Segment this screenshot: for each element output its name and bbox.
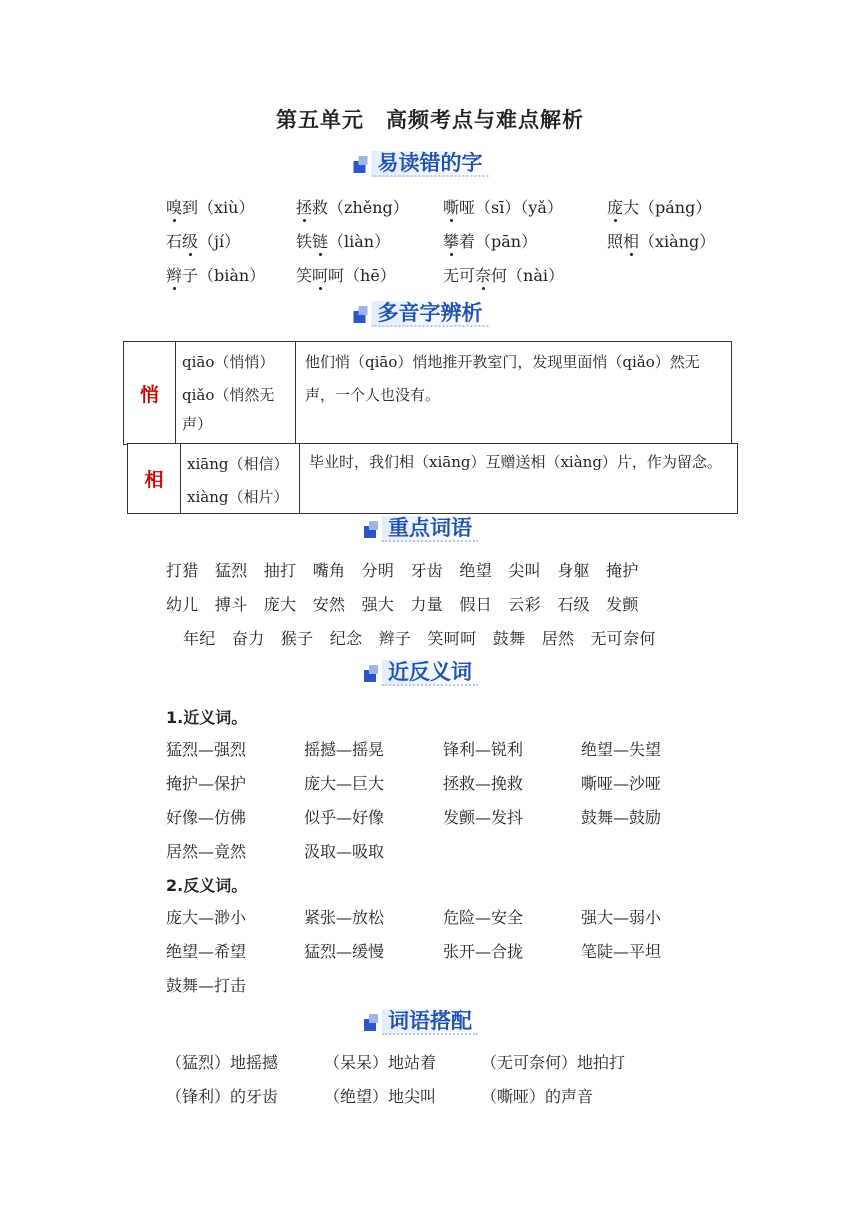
- section-title: 词语搭配: [382, 1009, 478, 1035]
- section-header-collocations: [0, 1005, 860, 1037]
- collocation-item: （无可奈何）地拍打: [481, 1053, 626, 1072]
- hard-char-item: 照相（xiàng）: [607, 232, 716, 251]
- polyphone-row: [127, 443, 738, 514]
- collocation-item: （绝望）地尖叫: [324, 1087, 437, 1106]
- section-header-hard-chars: [0, 147, 860, 179]
- synonym-pair: 发颤—发抖: [443, 808, 524, 827]
- polyphone-example: 他们悄（qiāo）悄地推开教室门，发现里面悄（qiǎo）然无声，一个人也没有。: [305, 353, 700, 404]
- emphasized-char: 嘶: [443, 198, 460, 217]
- antonym-pair: 猛烈—缓慢: [304, 942, 385, 961]
- reading: 声）: [182, 415, 213, 433]
- emphasized-char: 呵: [312, 266, 329, 285]
- emphasized-char: 庞: [607, 198, 624, 217]
- collocation-item: （锋利）的牙齿: [166, 1087, 279, 1106]
- section-header-polyphones: [0, 297, 860, 329]
- hard-char-item: 铁链（liàn）: [296, 232, 391, 251]
- collocation-item: （嘶哑）的声音: [481, 1087, 594, 1106]
- hard-char-item: 拯救（zhěng）: [296, 198, 409, 217]
- hard-char-item: 笑呵呵（hē）: [296, 266, 396, 285]
- antonym-pair: 绝望—希望: [166, 942, 247, 961]
- collocation-item: （呆呆）地站着: [324, 1053, 437, 1072]
- antonym-pair: 强大—弱小: [581, 908, 662, 927]
- synonym-pair: 汲取—吸取: [304, 842, 385, 861]
- synonym-pair: 掩护—保护: [166, 774, 247, 793]
- section-header-key-words: [0, 512, 860, 544]
- hard-char-item: 无可奈何（nài）: [443, 266, 564, 285]
- synonym-pair: 似乎—好像: [304, 808, 385, 827]
- reading: xiāng（相信）: [187, 455, 289, 473]
- hard-char-item: 嗅到（xiù）: [166, 198, 255, 217]
- emphasized-char: 辫: [166, 266, 183, 285]
- synonyms-label: 1.近义词。: [166, 708, 248, 727]
- square-icon: [369, 521, 378, 530]
- hard-char-item: 辫子（biàn）: [166, 266, 266, 285]
- key-words-line: 年纪 奋力 猴子 纪念 辫子 笑呵呵 鼓舞 居然 无可奈何: [183, 629, 656, 648]
- section-title: 近反义词: [382, 660, 478, 686]
- polyphone-readings: [181, 444, 300, 513]
- reading: xiàng（相片）: [187, 488, 289, 506]
- section-title: 重点词语: [382, 516, 478, 542]
- polyphone-char: 相: [128, 444, 181, 513]
- synonym-pair: 锋利—锐利: [443, 740, 524, 759]
- synonym-pair: 嘶哑—沙哑: [581, 774, 662, 793]
- synonym-pair: 猛烈—强烈: [166, 740, 247, 759]
- polyphone-readings: [176, 342, 296, 444]
- antonym-pair: 张开—合拢: [443, 942, 524, 961]
- synonym-pair: 好像—仿佛: [166, 808, 247, 827]
- key-words-line: 打猎 猛烈 抽打 嘴角 分明 牙齿 绝望 尖叫 身躯 掩护: [166, 561, 639, 580]
- emphasized-char: 级: [182, 232, 199, 251]
- antonym-pair: 危险—安全: [443, 908, 524, 927]
- square-icon: [369, 1014, 378, 1023]
- synonym-pair: 鼓舞—鼓励: [581, 808, 662, 827]
- polyphone-char: 悄: [124, 342, 176, 444]
- hard-char-item: 庞大（páng）: [607, 198, 712, 217]
- emphasized-char: 拯: [296, 198, 313, 217]
- synonym-pair: 拯救—挽救: [443, 774, 524, 793]
- antonym-pair: 鼓舞—打击: [166, 976, 247, 995]
- reading: qiāo（悄悄）: [182, 353, 275, 371]
- antonyms-label: 2.反义词。: [166, 876, 248, 895]
- square-icon: [359, 306, 368, 315]
- antonym-pair: 庞大—渺小: [166, 908, 247, 927]
- section-title: 易读错的字: [372, 151, 489, 177]
- antonym-pair: 笔陡—平坦: [581, 942, 662, 961]
- square-icon: [369, 665, 378, 674]
- polyphone-row: [123, 341, 732, 445]
- synonym-pair: 居然—竟然: [166, 842, 247, 861]
- emphasized-char: 奈: [475, 266, 492, 285]
- section-header-synonyms-antonyms: [0, 656, 860, 688]
- hard-char-item: 嘶哑（sī）（yǎ）: [443, 198, 563, 217]
- emphasized-char: 嗅: [166, 198, 183, 217]
- synonym-pair: 绝望—失望: [581, 740, 662, 759]
- synonym-pair: 摇撼—摇晃: [304, 740, 385, 759]
- key-words-line: 幼儿 搏斗 庞大 安然 强大 力量 假日 云彩 石级 发颤: [166, 595, 639, 614]
- page-title: 第五单元 高频考点与难点解析: [276, 107, 584, 132]
- collocation-item: （猛烈）地摇撼: [166, 1053, 279, 1072]
- square-icon: [359, 156, 368, 165]
- polyphone-example: 毕业时，我们相（xiāng）互赠送相（xiàng）片，作为留念。: [309, 453, 722, 471]
- hard-char-item: 攀着（pān）: [443, 232, 538, 251]
- section-title: 多音字辨析: [372, 301, 489, 327]
- hard-char-item: 石级（jí）: [166, 232, 241, 251]
- emphasized-char: 相: [623, 232, 640, 251]
- emphasized-char: 攀: [443, 232, 460, 251]
- reading: qiǎo（悄然无: [182, 386, 275, 404]
- emphasized-char: 链: [312, 232, 329, 251]
- synonym-pair: 庞大—巨大: [304, 774, 385, 793]
- antonym-pair: 紧张—放松: [304, 908, 385, 927]
